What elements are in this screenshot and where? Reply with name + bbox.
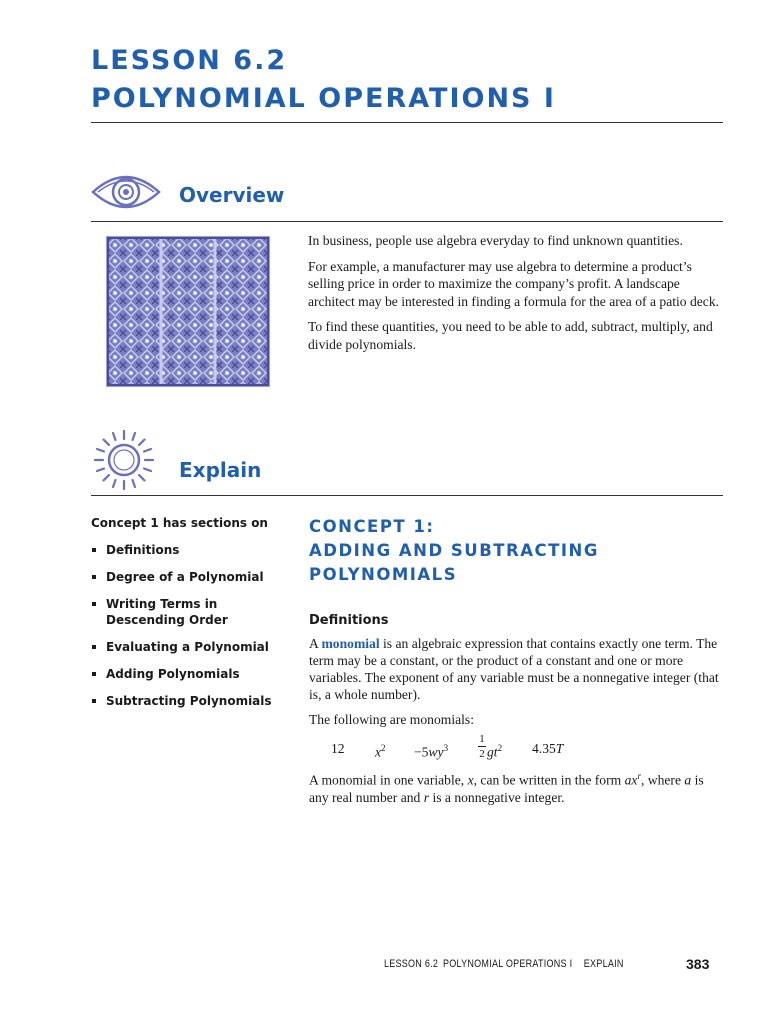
monomial-examples-intro: The following are monomials:	[309, 712, 474, 727]
explain-heading: Explain	[179, 458, 262, 482]
sidebar-intro: Concept 1 has sections on	[91, 516, 268, 530]
footer-section: EXPLAIN	[583, 958, 624, 970]
overview-text	[308, 232, 723, 361]
lesson-name: POLYNOMIAL OPERATIONS I	[91, 83, 556, 114]
overview-paragraph: For example, a manufacturer may use algebra to determine a product’s selling price in order to maximize the company’s profit. A landscape architect may be interested in finding a formula for the area of a patio deck.	[308, 258, 720, 309]
sidebar-item-subtracting: Subtracting Polynomials	[91, 693, 291, 709]
overview-paragraph: To find these quantities, you need to be able to add, subtract, multiply, and divide polynomials.	[308, 319, 713, 352]
monomial-form-paragraph: A monomial in one variable, x, can be written in the form $ax^r$, where a is any real number and r is a nonnegative integer.	[309, 771, 704, 805]
example-435T: 4.35T	[532, 741, 564, 756]
eye-icon	[90, 168, 162, 216]
example-gt2: $gt^2$	[487, 743, 503, 760]
example-fraction: 1 2	[479, 733, 485, 760]
sidebar-list	[91, 542, 291, 709]
monomial-term: monomial	[321, 636, 380, 651]
page-footer	[384, 958, 635, 970]
footer-title: POLYNOMIAL OPERATIONS I	[443, 958, 573, 970]
example-x2: $x^2$	[375, 743, 386, 760]
pattern-illustration	[106, 236, 270, 387]
sidebar-item-definitions: Definitions	[91, 542, 291, 558]
overview-divider	[91, 221, 723, 222]
lesson-title	[91, 42, 556, 118]
definitions-body	[309, 635, 724, 736]
sidebar-item-adding: Adding Polynomials	[91, 666, 291, 682]
monomial-definition: A monomial is an algebraic expression that contains exactly one term. The term may be a constant, or the product of a constant and one or more variables. The exponent of any variable must be a nonnegative integer (that is, a whole number).	[309, 636, 719, 702]
overview-heading: Overview	[179, 183, 285, 207]
example-12: 12	[331, 741, 345, 756]
concept-sidebar	[91, 516, 291, 720]
title-divider	[91, 122, 723, 123]
example-5wy3: $-5wy^3$	[414, 743, 449, 760]
sidebar-item-descending-order: Writing Terms in Descending Order	[91, 596, 231, 628]
page-number: 383	[686, 956, 710, 972]
explain-divider	[91, 495, 723, 496]
sun-icon	[92, 428, 156, 492]
lesson-number: LESSON 6.2	[91, 45, 288, 76]
concept-title: CONCEPT 1: ADDING AND SUBTRACTING POLYNOMIALS	[309, 517, 599, 584]
definitions-heading: Definitions	[309, 613, 389, 628]
sidebar-item-degree: Degree of a Polynomial	[91, 569, 291, 585]
overview-paragraph: In business, people use algebra everyday to find unknown quantities.	[308, 233, 683, 248]
footer-lesson: LESSON 6.2	[384, 958, 439, 970]
sidebar-item-evaluating: Evaluating a Polynomial	[91, 639, 291, 655]
